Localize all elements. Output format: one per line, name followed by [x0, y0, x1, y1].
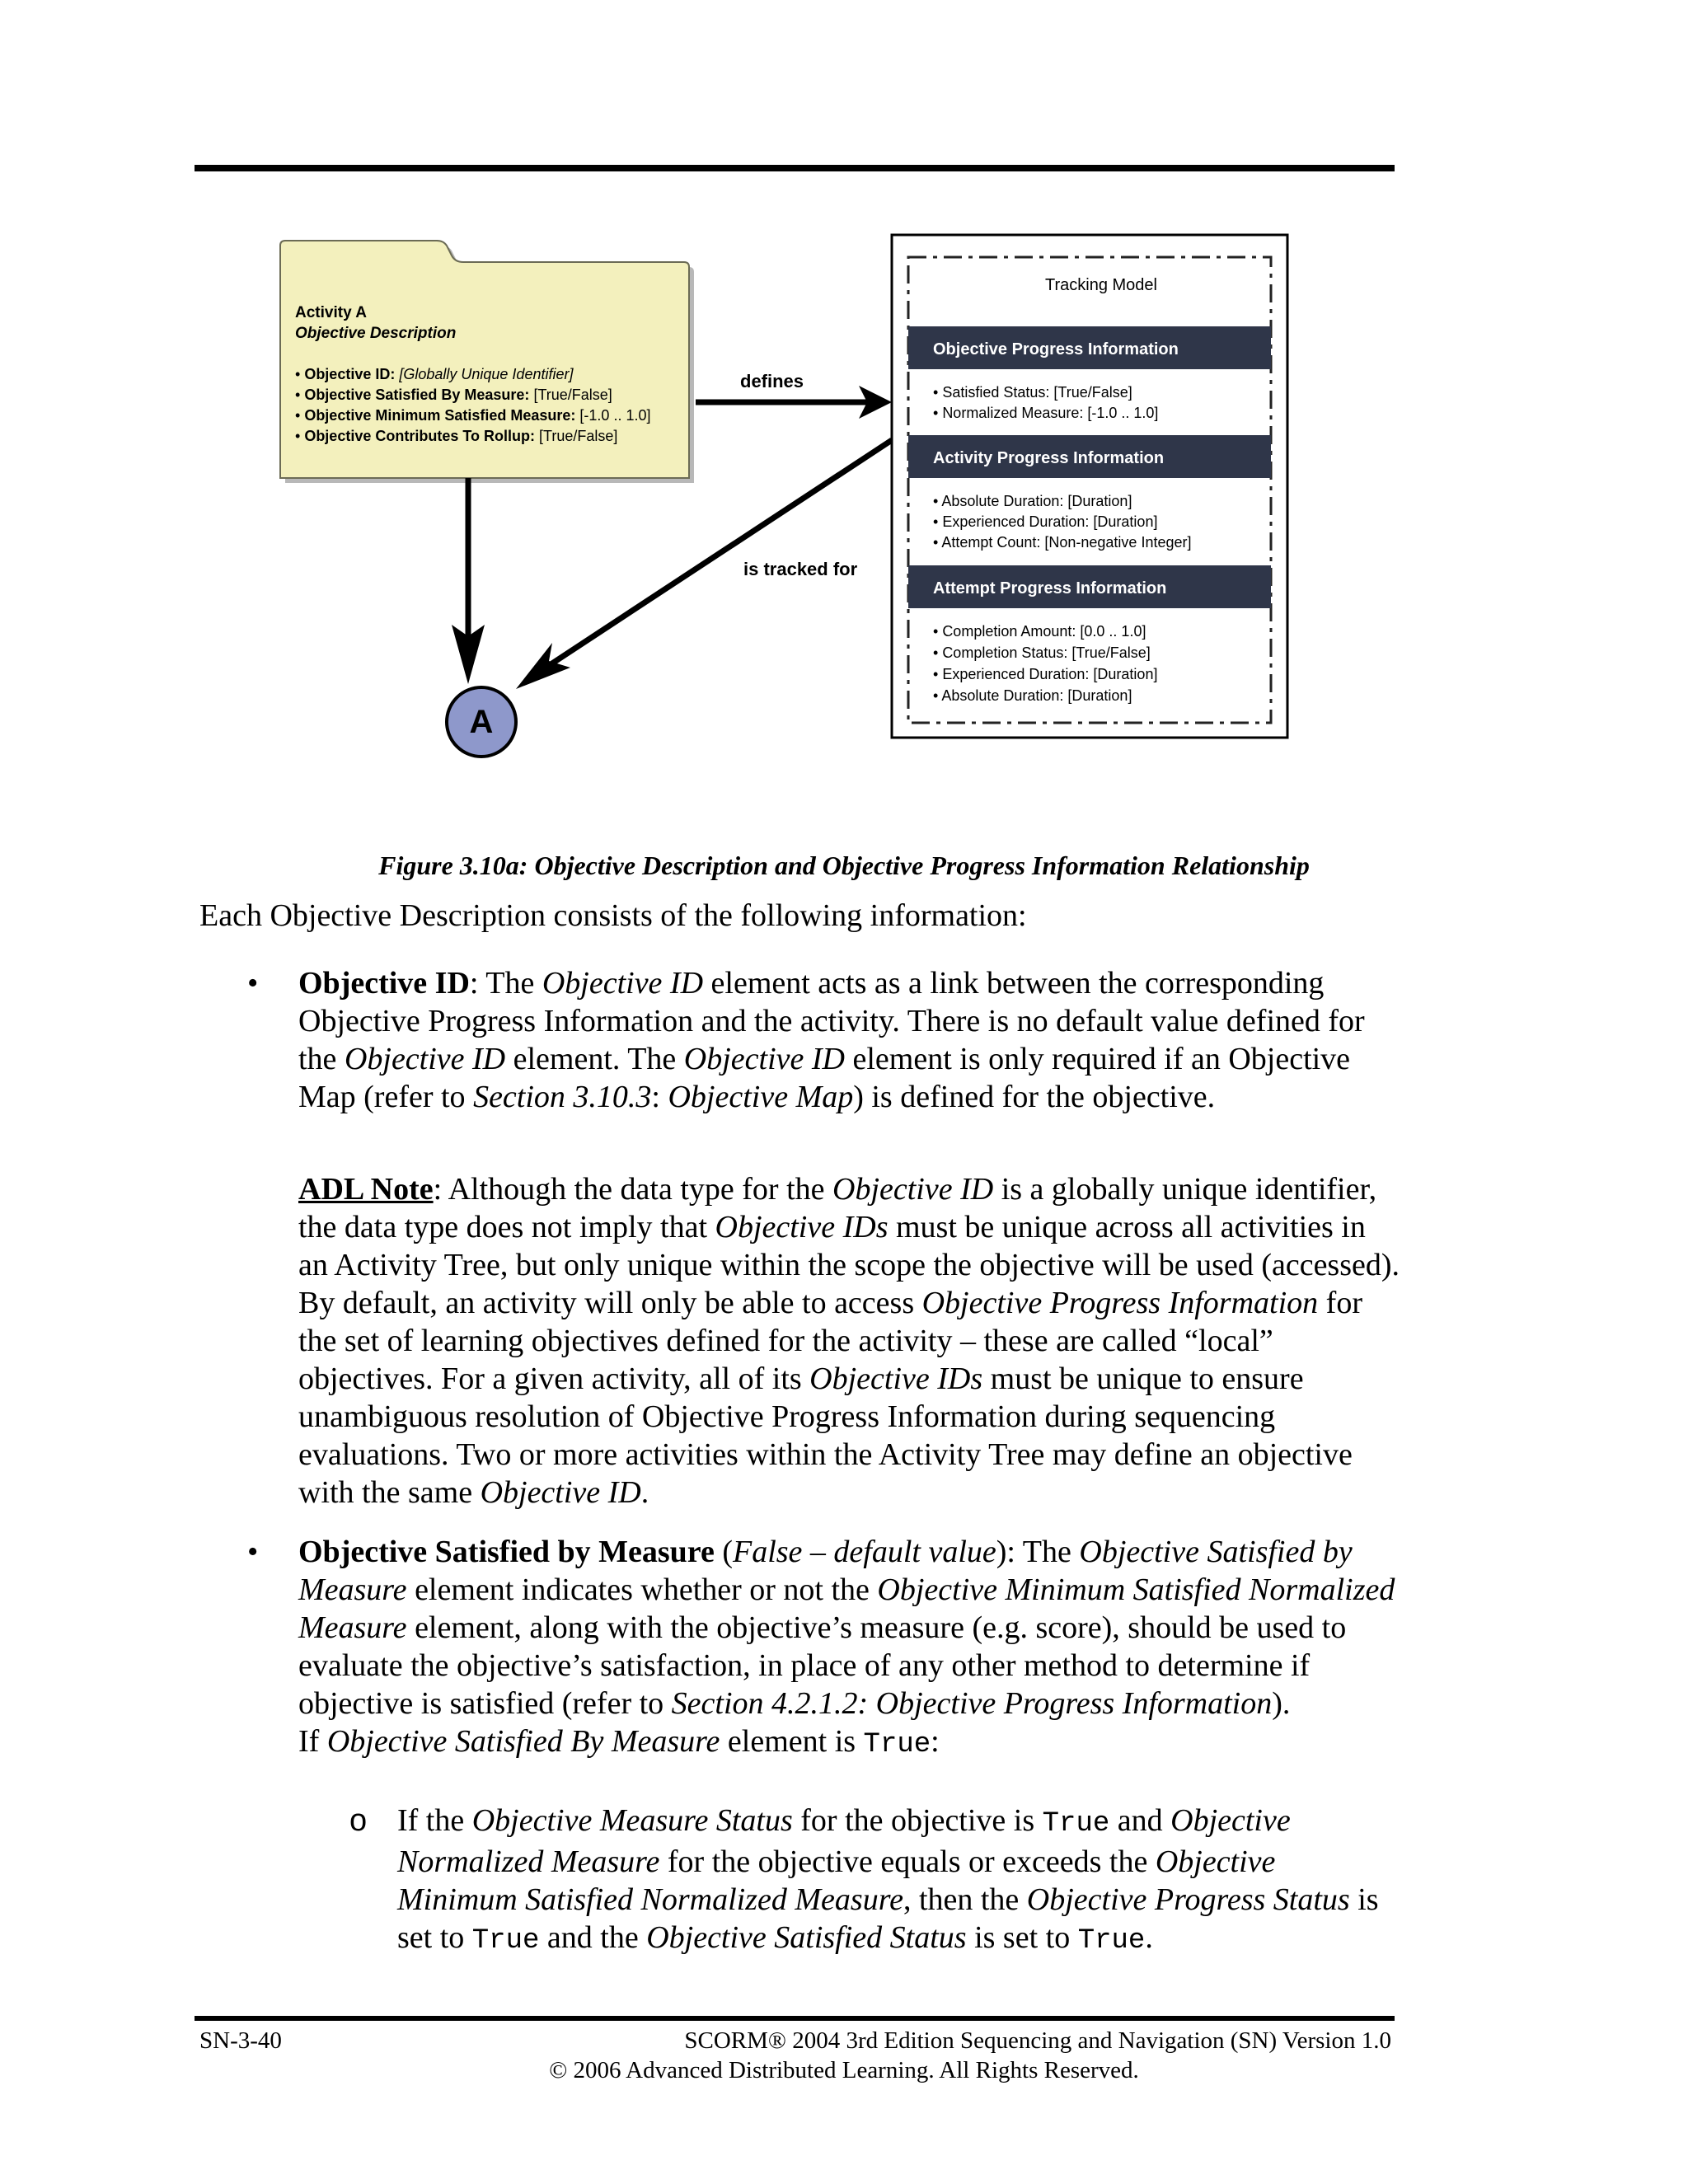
sub-bullet-text: If the Objective Measure Status for the objective is True and Objective Normalized Measure for the objective equals or exceeds the Objective Minimum Satisfied Normalized Measure, then the Objective Progress Status is set to True and the Objective Satisfied Status is set to True.: [397, 1803, 1379, 1957]
folder-item: • Objective Contributes To Rollup: [True/False]: [295, 428, 618, 444]
bullet-objective-satisfied-by-measure: Objective Satisfied by Measure (False – default value): The Objective Satisfied by Measure element indicates whether or not the Objective Minimum Satisfied Normalized Measure element, along with the objective’s measure (e.g. score), should be used to evaluate the objective’s satisfaction, in place of any other method to determine if objective is satisfied (refer to Section 4.2.1.2: Objective Progress Information). If Objective Satisfied By Measure element is True:: [298, 1535, 1395, 1760]
footer-rule: [195, 2016, 1395, 2021]
bullet-objective-id: Objective ID: The Objective ID element acts as a link between the corresponding Objective Progress Information and the activity. There is no default value defined for the Objective ID element. The Objective ID element is only required if an Objective Map (refer to Section 3.10.3: Objective Map) is defined for the objective.: [298, 966, 1365, 1114]
section-item: • Absolute Duration: [Duration]: [933, 493, 1132, 509]
figure-diagram: [272, 231, 1302, 775]
activity-node-label: A: [469, 704, 494, 740]
section-header-label: Attempt Progress Information: [933, 579, 1167, 598]
section-header-label: Objective Progress Information: [933, 340, 1179, 359]
section-header-label: Activity Progress Information: [933, 449, 1165, 467]
intro-paragraph: Each Objective Description consists of the following information:: [199, 898, 1027, 933]
page-number: SN-3-40: [199, 2027, 282, 2054]
folder-item: • Objective Satisfied By Measure: [True/False]: [295, 387, 612, 403]
folder-title: Activity A: [295, 304, 367, 321]
section-item: • Experienced Duration: [Duration]: [933, 513, 1158, 530]
footer-title: SCORM® 2004 3rd Edition Sequencing and Navigation (SN) Version 1.0: [684, 2027, 1391, 2054]
tracked-label: is tracked for: [743, 559, 858, 579]
section-item: • Attempt Count: [Non-negative Integer]: [933, 534, 1192, 551]
defines-label: defines: [740, 371, 804, 391]
section-item: • Completion Status: [True/False]: [933, 644, 1151, 661]
section-item: • Normalized Measure: [-1.0 .. 1.0]: [933, 405, 1159, 421]
section-item: • Satisfied Status: [True/False]: [933, 384, 1132, 401]
footer-copyright: © 2006 Advanced Distributed Learning. All Rights Reserved.: [549, 2057, 1139, 2083]
tracked-arrowhead: [516, 643, 570, 689]
section-item: • Experienced Duration: [Duration]: [933, 666, 1158, 682]
section-item: • Completion Amount: [0.0 .. 1.0]: [933, 623, 1146, 640]
adl-note: ADL Note: Although the data type for the Objective ID is a globally unique identifier, the data type does not imply that Objective IDs must be unique across all activities in an Activity Tree, but only unique within the scope the objective will be used (accessed). By default, an activity will only be able to access Objective Progress Information for the set of learning objectives defined for the activity – these are called “local” objectives. For a given activity, all of its Objective IDs must be unique to ensure unambiguous resolution of Objective Progress Information during sequencing evaluations. Two or more activities within the Activity Tree may define an objective with the same Objective ID.: [298, 1172, 1400, 1510]
bullet-marker: •: [247, 966, 259, 1001]
bullet-marker: •: [247, 1535, 259, 1569]
folder-item: • Objective ID: [Globally Unique Identifier]: [295, 366, 574, 382]
tracking-model-box: [892, 235, 1287, 738]
folder-item: • Objective Minimum Satisfied Measure: [-1.0 .. 1.0]: [295, 407, 651, 424]
sub-bullet-marker: o: [349, 1803, 368, 1838]
figure-caption: Figure 3.10a: Objective Description and Objective Progress Information Relationship: [378, 851, 1310, 880]
header-rule: [195, 165, 1395, 171]
diagram-svg: [272, 231, 1302, 775]
section-item: • Absolute Duration: [Duration]: [933, 687, 1132, 704]
folder-subtitle: Objective Description: [295, 325, 457, 342]
tracking-model-title: Tracking Model: [1045, 276, 1157, 294]
